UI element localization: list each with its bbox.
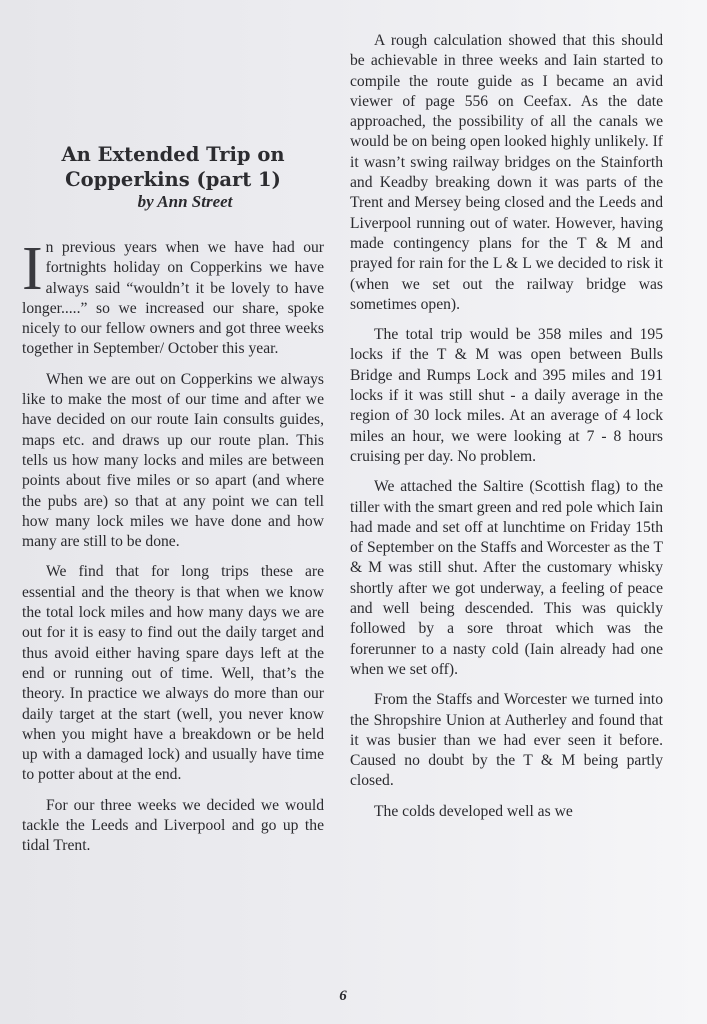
body-paragraph: A rough calculation showed that this should be achievable in three weeks and Iain started to compile the route guide as I became an avid viewer of page 556 on Ceefax. As the date approached, the possibility of all the canals we would be on being open looked highly unlikely. If it wasn’t swing railway bridges on the Stainforth and Keadby breaking down it was parts of the Trent and Mersey being closed and the Leeds and Liverpool running out of water. However, having made contingency plans for the T & M and prayed for rain for the L & L we decided to risk it (when we set out the railway bridge was sometimes open). (350, 32, 663, 313)
body-paragraph: For our three weeks we decided we would tackle the Leeds and Liverpool and go up the tidal Trent. (22, 796, 324, 855)
body-paragraph: When we are out on Copperkins we always like to make the most of our time and after we have decided on our route Iain consults guides, maps etc. and draws up our route plan. This tells us how many locks and miles are between points about five miles or so apart (and where the pubs are) so that at any point we can tell how many lock miles we have done and how many are still to be done. (22, 370, 324, 551)
article-title-line-1: An Extended Trip on (61, 143, 285, 166)
page-number: 6 (339, 988, 347, 1004)
article-header (22, 142, 324, 212)
body-paragraph: We attached the Saltire (Scottish flag) to the tiller with the smart green and red pole which Iain had made and set off at lunchtime on Friday 15th of September on the Staffs and Worcester as the T & M was still shut. After the customary whisky shortly after we got underway, a feeling of peace and well being descended. This was quickly followed by a sore throat which was the forerunner to a nasty cold (Iain already had one when we set off). (350, 478, 663, 678)
article-title (22, 142, 324, 192)
drop-cap: I (22, 235, 43, 303)
body-paragraph: We find that for long trips these are essential and the theory is that when we know the total lock miles and how many days we are out for it is easy to find out the daily target and thus avoid either having spare days left at the end or running out of time. Well, that’s the theory. In practice we always do more than our daily target at the start (well, you never know when you might have a breakdown or be held up with a damaged lock) and usually have time to potter about at the end. (22, 563, 324, 784)
left-column (22, 142, 324, 867)
intro-text: n previous years when we have had our fortnights holiday on Copperkins we have always said “wouldn’t it be lovely to have longer.....” so we increased our share, spoke nicely to our fellow owners and got three weeks together in September/ October this year. (22, 239, 324, 358)
article-title-line-2: Copperkins (part 1) (65, 168, 281, 191)
right-column (350, 31, 663, 832)
body-paragraph: From the Staffs and Worcester we turned into the Shropshire Union at Autherley and found that it was busier than we had ever seen it before. Caused no doubt by the T & M being partly closed. (350, 691, 663, 790)
article-byline: by Ann Street (137, 192, 233, 211)
intro-paragraph (22, 235, 324, 360)
body-paragraph: The colds developed well as we (374, 802, 573, 820)
body-paragraph: The total trip would be 358 miles and 195 locks if the T & M was open between Bulls Bridge and Rumps Lock and 395 miles and 191 locks if it was still shut - a daily average in the region of 30 lock miles. At an average of 4 lock miles an hour, we were looking at 7 - 8 hours cruising per day. No problem. (350, 326, 663, 465)
